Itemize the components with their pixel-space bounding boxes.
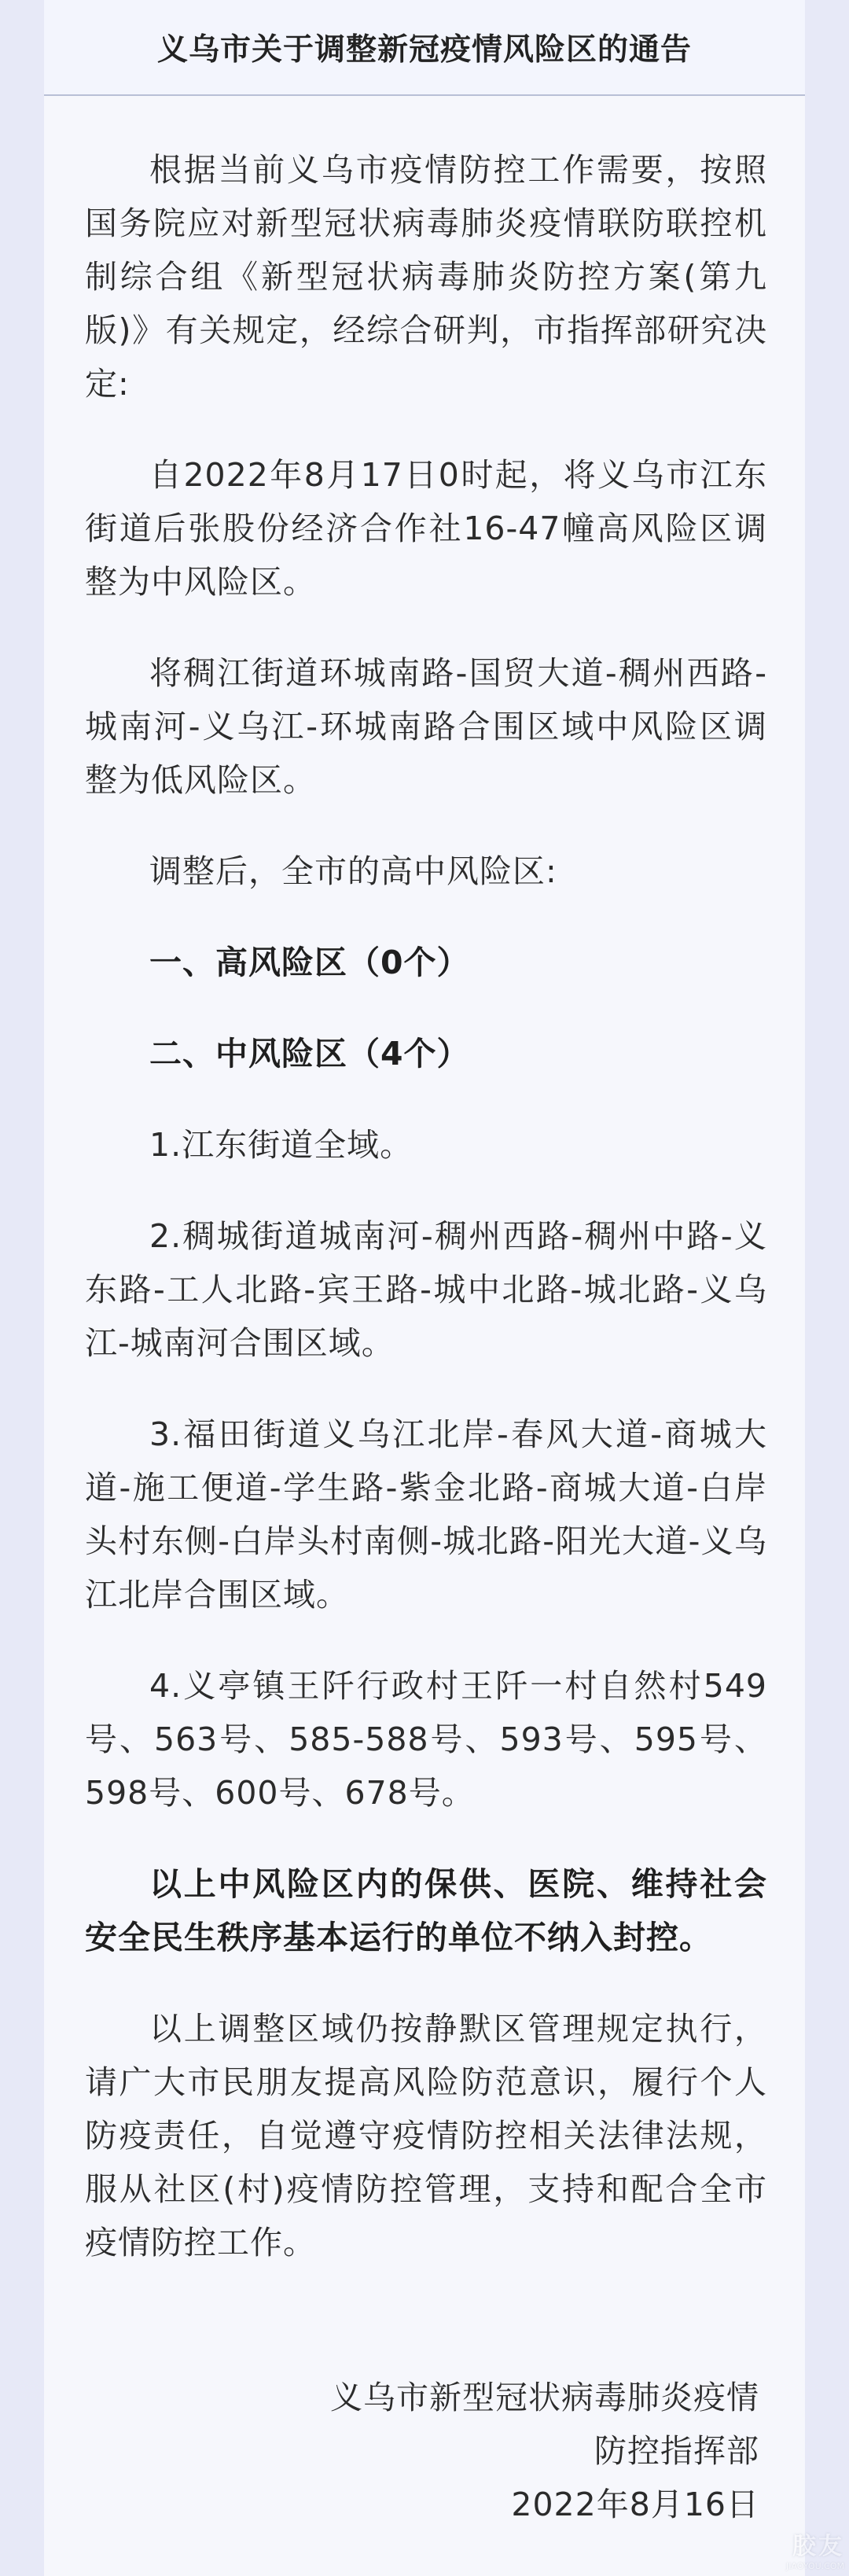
heading-high-risk: 一、高风险区（0个） <box>149 944 470 981</box>
heading-medium-risk: 二、中风险区（4个） <box>149 1035 470 1073</box>
paragraph-basis: 根据当前义乌市疫情防控工作需要，按照国务院应对新型冠状病毒肺炎疫情联防联控机制综合组《新型冠状病毒肺炎防控方案(第九版)》有关规定，经综合研判，市指挥部研究决定: <box>85 151 767 403</box>
signature-date: 2022年8月16日 <box>511 2486 759 2523</box>
watermark-logo <box>786 2526 844 2571</box>
signature-line-1: 义乌市新型冠状病毒肺炎疫情 <box>330 2379 759 2416</box>
signature-line-2: 防控指挥部 <box>594 2432 759 2470</box>
watermark-text: 胶友 <box>792 2533 844 2560</box>
notice-body <box>85 143 767 2307</box>
notice-title: 义乌市关于调整新冠疫情风险区的通告 <box>156 32 692 68</box>
medium-risk-item-4: 4.义亭镇王阡行政村王阡一村自然村549号、563号、585-588号、593号、595号、598号、600号、678号。 <box>85 1667 767 1812</box>
paragraph-after-adjustment: 调整后，全市的高中风险区: <box>149 852 557 890</box>
paragraph-high-to-medium: 自2022年8月17日0时起，将义乌市江东街道后张股份经济合作社16-47幢高风险区调整为中风险区。 <box>85 456 767 601</box>
paragraph-exemption: 以上中风险区内的保供、医院、维持社会安全民生秩序基本运行的单位不纳入封控。 <box>85 1865 767 1956</box>
signature-block <box>330 2371 759 2531</box>
medium-risk-item-2: 2.稠城街道城南河-稠州西路-稠州中路-义东路-工人北路-宾王路-城中北路-城北路-义乌江-城南河合围区域。 <box>85 1217 767 1362</box>
notice-header <box>44 0 805 96</box>
watermark-subtext: JIAOYOU.COM <box>785 2561 844 2571</box>
medium-risk-item-1: 1.江东街道全域。 <box>149 1126 413 1164</box>
notice-card <box>44 0 805 2576</box>
medium-risk-item-3: 3.福田街道义乌江北岸-春风大道-商城大道-施工便道-学生路-紫金北路-商城大道-白岸头村东侧-白岸头村南侧-城北路-阳光大道-义乌江北岸合围区域。 <box>85 1415 767 1614</box>
paragraph-closing: 以上调整区域仍按静默区管理规定执行，请广大市民朋友提高风险防范意识，履行个人防疫责任，自觉遵守疫情防控相关法律法规，服从社区(村)疫情防控管理，支持和配合全市疫情防控工作。 <box>85 2010 767 2261</box>
paragraph-medium-to-low: 将稠江街道环城南路-国贸大道-稠州西路-城南河-义乌江-环城南路合围区域中风险区调整为低风险区。 <box>85 654 767 799</box>
